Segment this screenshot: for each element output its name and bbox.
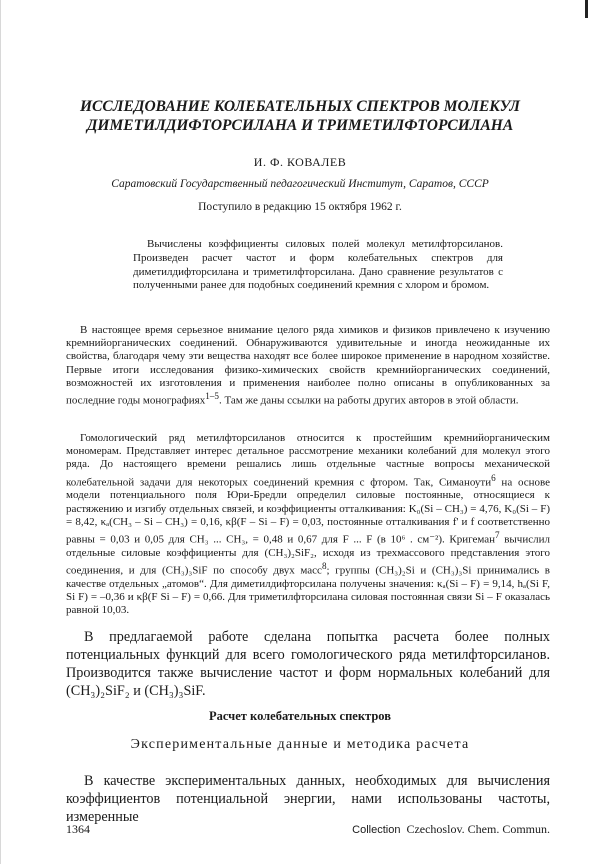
- reference-marker: 7: [495, 530, 500, 541]
- homolog-paragraph: [66, 432, 550, 618]
- section-heading: Расчет колебательных спектров: [209, 709, 391, 723]
- intro-tail: . Там же даны ссылки на работы других авторов в этой области.: [218, 394, 519, 407]
- page-number: 1364: [66, 822, 90, 836]
- title-line-2: ДИМЕТИЛДИФТОРСИЛАНА И ТРИМЕТИЛФТОРСИЛАНА: [86, 117, 514, 134]
- aim-paragraph: В предлагаемой работе сделана попытка расчета более полных потенциальных функций для всего гомологического ряда метилфторсиланов. Производится также вычисление частот и форм нормальных колебаний для (CH₃)₂SiF₂ и (CH₃)₃SiF.: [66, 629, 550, 699]
- homolog-text-3: вычислил отдельные силовые коэффициенты для (CH₃)₂SiF₂, исходя из трехмассового представления этого соединения, и для (CH₃)₃SiF по способу двух масс: [66, 533, 550, 577]
- affiliation: Саратовский Государственный педагогический Институт, Саратов, СССР: [111, 178, 489, 190]
- homolog-constants: K₀(Si – CH₃) = 4,76, K₀(Si – F) = 8,42, κₐ(CH₃ – Si – CH₃) = 0,16, κβ(F – Si – F) = 0,03, постоянные отталкивания f' и f соответственно равны = 0,03 и 0,05 для CH₃ ... CH₃, = 0,48 и 0,67 для F ... F (в 10⁶ . см⁻²). Кригеман: [66, 502, 550, 546]
- journal-name: Czechoslov. Chem. Commun.: [406, 822, 550, 836]
- scan-mark: [585, 0, 588, 18]
- experimental-paragraph: В качестве экспериментальных данных, необходимых для вычисления коэффициентов потенциальной энергии, нами использованы частоты, измеренные: [66, 773, 550, 825]
- title-line-1: ИССЛЕДОВАНИЕ КОЛЕБАТЕЛЬНЫХ СПЕКТРОВ МОЛЕКУЛ: [79, 98, 521, 115]
- subsection-heading: Экспериментальные данные и методика расчета: [130, 737, 470, 752]
- scan-edge: [0, 0, 1, 864]
- reference-marker: 1–5: [205, 391, 219, 402]
- journal-footer: [352, 822, 550, 837]
- abstract: Вычислены коэффициенты силовых полей молекул метилфторсиланов. Произведен расчет частот и форм колебательных спектров для диметилдифторсилана и триметилфторсилана. Дано сравнение результатов с полученными ранее для подобных соединений кремния с хлором и бромом.: [133, 238, 503, 292]
- homolog-text-2: на основе модели потенциального поля Юри-Бредли определил силовые постоянные, относящиеся к растяжению и изгибу отдельных связей, и коэффициенты отталкивания:: [66, 476, 550, 515]
- homolog-text-4: ; группы (CH₃)₂Si и (CH₃)₃Si принимались в качестве отдельных „атомов“. Для диметилдифторсилана получены значения: κₐ(Si – F) = 9,14, hₐ(Si F, Si F) = –0,36 и κβ(F Si – F) = 0,66. Для триметилфторсилана силовая постоянная связи Si – F оказалась равной 10,03.: [66, 564, 550, 617]
- reference-marker: 8: [321, 561, 327, 572]
- received-date: Поступило в редакцию 15 октября 1962 г.: [198, 201, 402, 213]
- intro-paragraph: [66, 324, 550, 408]
- collection-label: Collection: [352, 824, 401, 836]
- homolog-text-1: Гомологический ряд метилфторсиланов относится к простейшим кремнийорганическим мономерам. Представляет интерес детальное рассмотрение механики колебаний для молекул этого ряда. До настоящего времени решались лишь отдельные частные вопросы механической колебательной задачи для некоторых соединений кремния с фтором. Так, Симаноути: [66, 432, 550, 489]
- reference-marker: 6: [491, 472, 496, 483]
- author: И. Ф. КОВАЛЕВ: [253, 155, 347, 169]
- intro-text: В настоящее время серьезное внимание целого ряда химиков и физиков привлечено к изучению кремнийорганических соединений. Обнаруживаются удивительные и иногда неожиданные их свойства, благодаря чему эти вещества находят все более широкое применение в народном хозяйстве. Первые итоги исследования физико-химических свойств кремнийорганических соединений, возможностей их изготовления и применения наиболее полно описаны в опубликованных за последние годы монографиях: [66, 324, 550, 407]
